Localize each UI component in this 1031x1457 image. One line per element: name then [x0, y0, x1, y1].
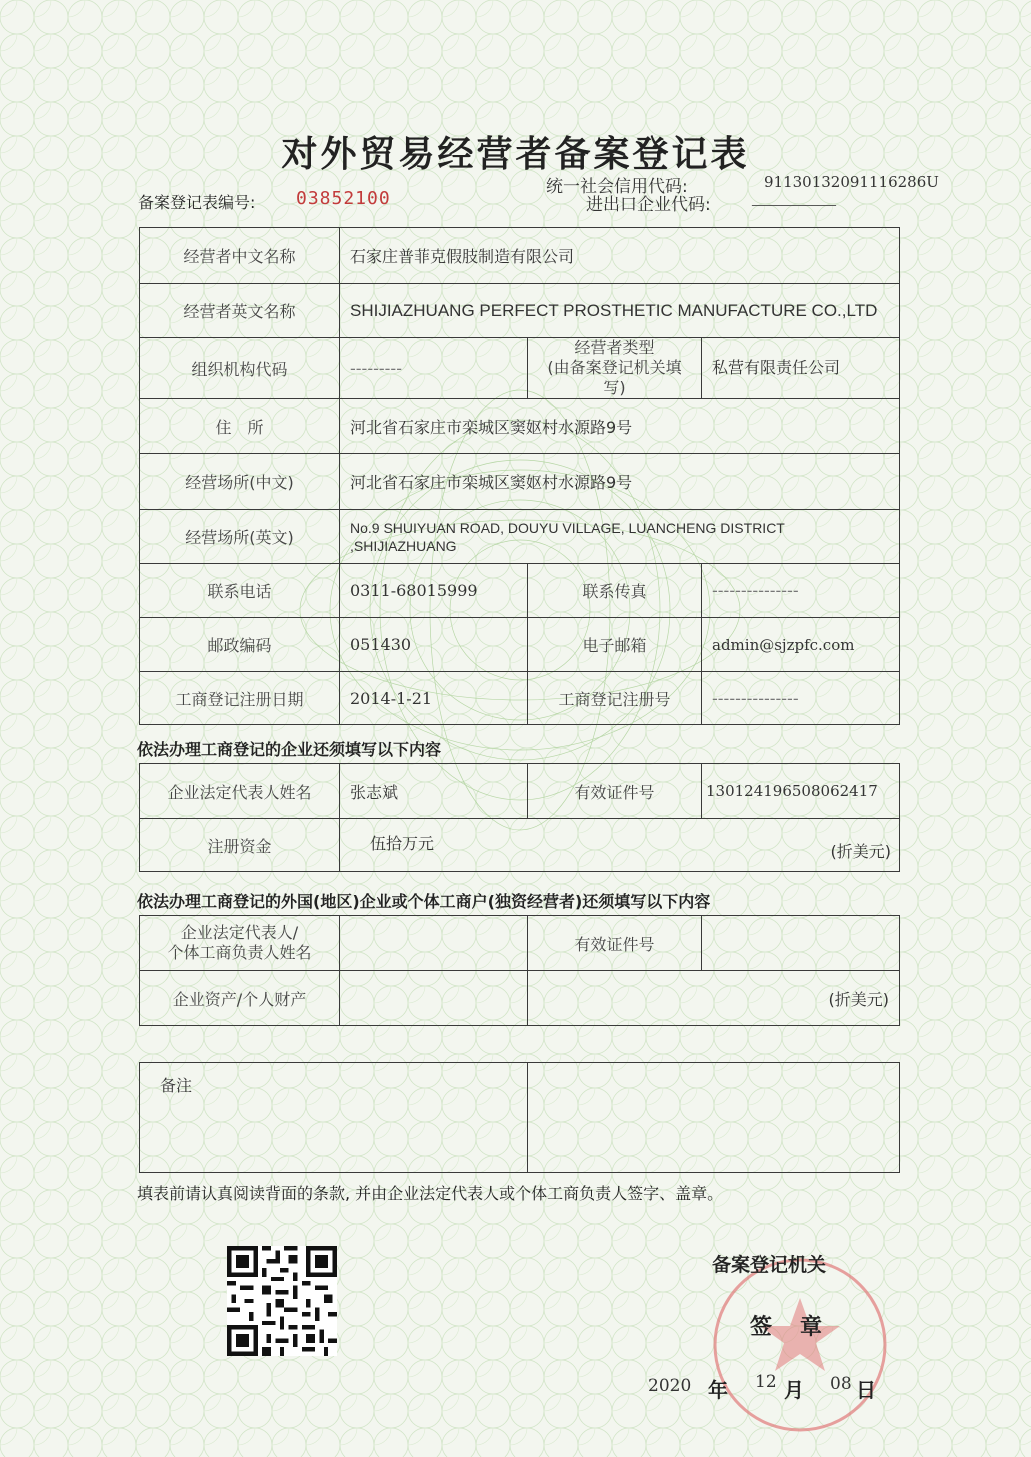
email-value: admin@sjzpfc.com [702, 618, 900, 672]
reg-no-label: 工商登记注册号 [528, 672, 702, 725]
table-row [140, 284, 900, 338]
credit-code-value: 91130132091116286U [764, 173, 939, 191]
site-cn-label: 经营场所(中文) [140, 454, 340, 510]
agency-label: 备案登记机关 [712, 1254, 827, 1276]
qr-code-icon [227, 1246, 337, 1356]
table-row [140, 399, 900, 454]
section1-heading: 依法办理工商登记的企业还须填写以下内容 [137, 740, 442, 759]
table-row [140, 916, 900, 971]
enterprise-table [139, 763, 900, 872]
org-code-value: --------- [340, 338, 528, 399]
ie-code-value: ______________ [752, 192, 836, 206]
date-day-unit: 日 [856, 1378, 876, 1402]
en-name-value: SHIJIAZHUANG PERFECT PROSTHETIC MANUFACTURE CO.,LTD [340, 284, 900, 338]
type-label-line1: 经营者类型 [574, 338, 655, 357]
reg-date-value: 2014-1-21 [340, 672, 528, 725]
section2-heading: 依法办理工商登记的外国(地区)企业或个体工商户(独资经营者)还须填写以下内容 [137, 892, 711, 911]
foreign-rep-label-line1: 企业法定代表人/ [180, 923, 299, 942]
fax-label: 联系传真 [528, 564, 702, 618]
table-row [140, 228, 900, 284]
assets-label: 企业资产/个人财产 [140, 971, 340, 1026]
phone-value: 0311-68015999 [340, 564, 528, 618]
id-label: 有效证件号 [528, 764, 702, 819]
table-row [140, 764, 900, 819]
en-name-label: 经营者英文名称 [140, 284, 340, 338]
foreign-rep-label-line2: 个体工商负责人姓名 [167, 943, 312, 962]
date-year: 2020 [648, 1376, 692, 1396]
capital-usd-note: (折美元) [830, 842, 891, 861]
table-row [140, 971, 900, 1026]
registration-table [139, 227, 900, 725]
remarks-table [139, 1062, 900, 1173]
date-year-unit: 年 [708, 1378, 728, 1402]
assets-value [340, 971, 528, 1026]
capital-value: 伍拾万元 [370, 834, 435, 853]
legal-rep-label: 企业法定代表人姓名 [140, 764, 340, 819]
serial-value: 03852100 [296, 188, 391, 209]
site-cn-value: 河北省石家庄市栾城区窦妪村水源路9号 [340, 454, 900, 510]
org-code-label: 组织机构代码 [140, 338, 340, 399]
address-label: 住 所 [140, 399, 340, 454]
reg-no-value: --------------- [702, 672, 900, 725]
foreign-id-label: 有效证件号 [528, 916, 702, 971]
reg-date-label: 工商登记注册日期 [140, 672, 340, 725]
serial-label: 备案登记表编号: [138, 193, 256, 212]
type-label-line2: (由备案登记机关填写) [547, 358, 682, 397]
table-row [140, 564, 900, 618]
ie-code-label: 进出口企业代码: [586, 195, 711, 215]
table-row [140, 338, 900, 399]
seal-word-2: 章 [800, 1315, 823, 1340]
date-month: 12 [755, 1372, 777, 1392]
phone-label: 联系电话 [140, 564, 340, 618]
site-en-value: No.9 SHUIYUAN ROAD, DOUYU VILLAGE, LUANCHENG DISTRICT ,SHIJIAZHUANG [340, 510, 900, 564]
table-row [140, 672, 900, 725]
foreign-rep-value [340, 916, 528, 971]
official-seal-icon [700, 1250, 910, 1440]
table-row [140, 454, 900, 510]
table-row [140, 819, 900, 872]
capital-cell [340, 819, 900, 872]
postcode-label: 邮政编码 [140, 618, 340, 672]
type-label [528, 338, 702, 399]
seal-word-1: 签 [750, 1315, 773, 1340]
date-day: 08 [830, 1374, 852, 1394]
foreign-rep-label [140, 916, 340, 971]
remarks-label: 备注 [140, 1063, 528, 1173]
remarks-value [528, 1063, 900, 1173]
type-value: 私营有限责任公司 [702, 338, 900, 399]
id-value: 130124196508062417 [702, 764, 900, 819]
cn-name-label: 经营者中文名称 [140, 228, 340, 284]
foreign-id-value [702, 916, 900, 971]
legal-rep-value: 张志斌 [340, 764, 528, 819]
assets-usd-note: (折美元) [528, 971, 900, 1026]
email-label: 电子邮箱 [528, 618, 702, 672]
cn-name-value: 石家庄普菲克假肢制造有限公司 [340, 228, 900, 284]
table-row [140, 1063, 900, 1173]
capital-label: 注册资金 [140, 819, 340, 872]
postcode-value: 051430 [340, 618, 528, 672]
site-en-label: 经营场所(英文) [140, 510, 340, 564]
date-month-unit: 月 [784, 1378, 804, 1402]
address-value: 河北省石家庄市栾城区窦妪村水源路9号 [340, 399, 900, 454]
foreign-table [139, 915, 900, 1026]
table-row [140, 510, 900, 564]
fax-value: --------------- [702, 564, 900, 618]
document-title: 对外贸易经营者备案登记表 [281, 134, 750, 175]
credit-code-label: 统一社会信用代码: [546, 177, 688, 197]
table-row [140, 618, 900, 672]
footnote: 填表前请认真阅读背面的条款, 并由企业法定代表人或个体工商负责人签字、盖章。 [137, 1184, 724, 1203]
